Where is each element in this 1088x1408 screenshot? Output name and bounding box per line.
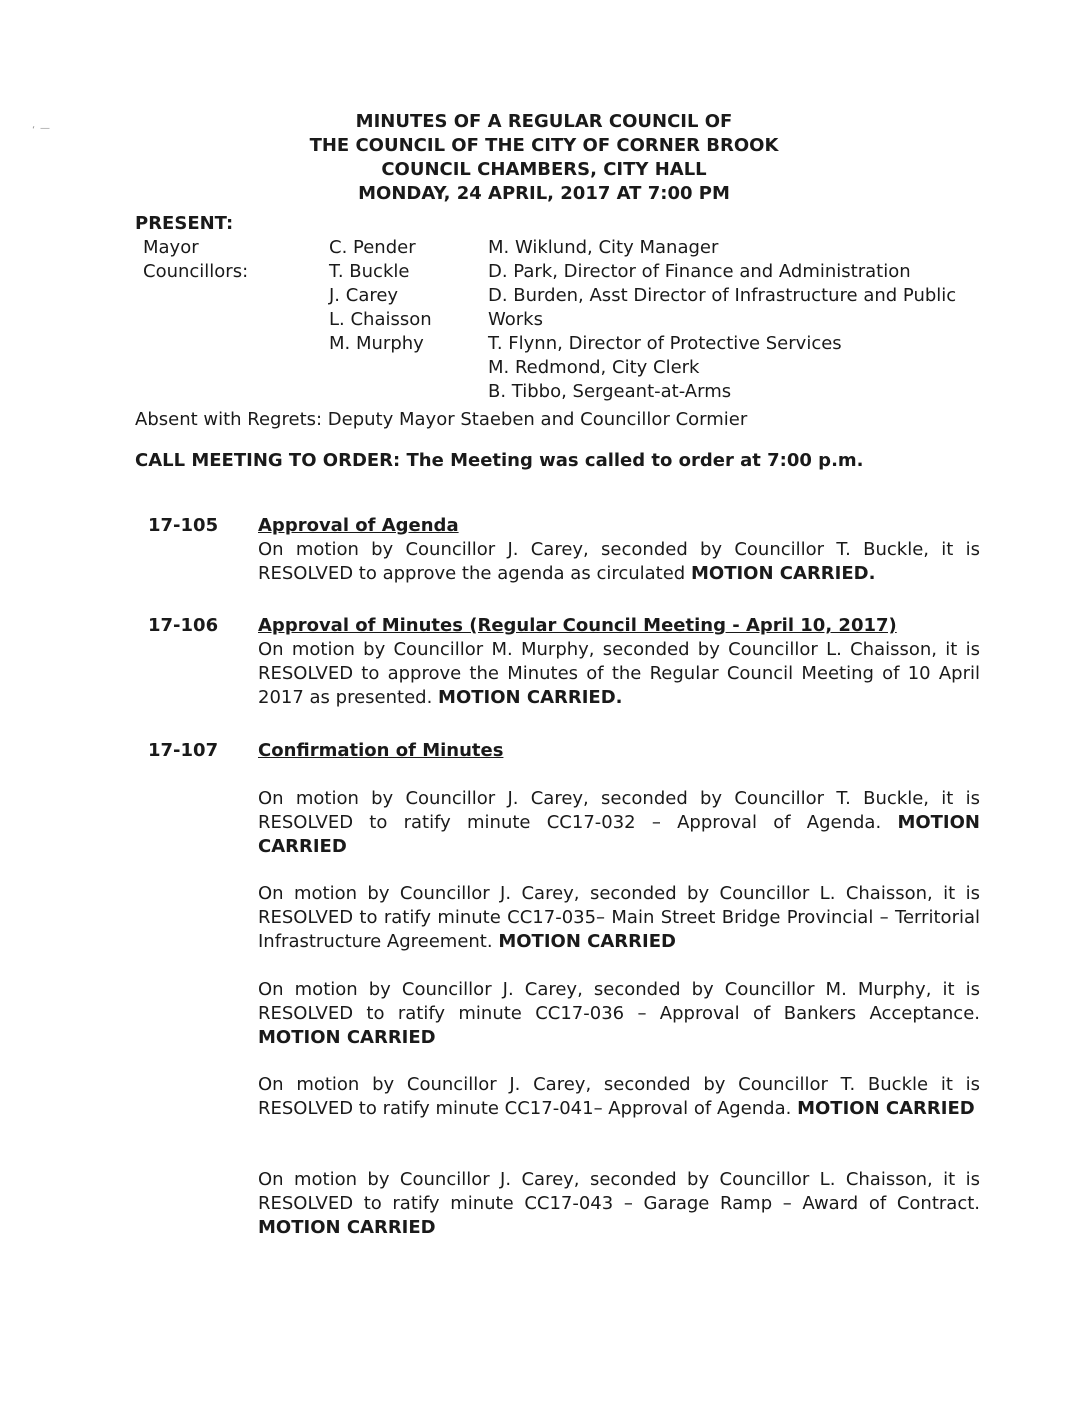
confirmation-motion bbox=[258, 978, 980, 1050]
item-title: Approval of Agenda bbox=[258, 515, 459, 536]
motion-text: On motion by Councillor J. Carey, seconded by Councillor M. Murphy, it is RESOLVED to ratify minute CC17-036 – Approval of Bankers Acceptance. bbox=[258, 979, 980, 1024]
staff-member: D. Burden, Asst Director of Infrastructure and Public Works bbox=[488, 285, 957, 330]
council-member: C. Pender bbox=[329, 237, 416, 258]
staff-member: B. Tibbo, Sergeant-at-Arms bbox=[488, 381, 732, 402]
item-body bbox=[258, 638, 980, 710]
confirmation-motion bbox=[258, 1168, 980, 1240]
staff-column bbox=[488, 236, 968, 404]
scan-mark: ‘ bbox=[32, 125, 36, 136]
title-line: MONDAY, 24 APRIL, 2017 AT 7:00 PM bbox=[358, 183, 730, 204]
item-number: 17-106 bbox=[148, 615, 219, 636]
motion-text: On motion by Councillor J. Carey, seconded by Councillor T. Buckle, it is RESOLVED to ratify minute CC17-032 – Approval of Agenda. bbox=[258, 788, 980, 833]
motion-result: MOTION CARRIED. bbox=[690, 563, 876, 584]
motion-text: On motion by Councillor M. Murphy, seconded by Councillor L. Chaisson, it is RESOLVED to approve the Minutes of the Regular Council Meeting of 10 April 2017 as presented. bbox=[258, 639, 980, 708]
item-number: 17-105 bbox=[148, 515, 219, 536]
scan-mark: — bbox=[40, 123, 50, 134]
motion-result: MOTION CARRIED bbox=[498, 931, 676, 952]
motion-text: On motion by Councillor J. Carey, seconded by Councillor L. Chaisson, it is RESOLVED to ratify minute CC17-035– Main Street Bridge Provincial – Territorial Infrastructure Agreement. bbox=[258, 883, 980, 952]
item-title: Approval of Minutes (Regular Council Meeting - April 10, 2017) bbox=[258, 615, 897, 636]
motion-result: MOTION CARRIED bbox=[797, 1098, 975, 1119]
motion-result: MOTION CARRIED bbox=[258, 1027, 436, 1048]
council-member: T. Buckle bbox=[329, 261, 410, 282]
title-line: THE COUNCIL OF THE CITY OF CORNER BROOK bbox=[309, 135, 779, 156]
present-heading: PRESENT: bbox=[135, 213, 234, 234]
title-line: MINUTES OF A REGULAR COUNCIL OF bbox=[355, 111, 733, 132]
item-title: Confirmation of Minutes bbox=[258, 740, 504, 761]
staff-member: M. Redmond, City Clerk bbox=[488, 357, 700, 378]
confirmation-motion bbox=[258, 882, 980, 954]
council-member: M. Murphy bbox=[329, 333, 424, 354]
motion-result: MOTION CARRIED bbox=[258, 1217, 436, 1238]
council-member: L. Chaisson bbox=[329, 309, 432, 330]
title-line: COUNCIL CHAMBERS, CITY HALL bbox=[381, 159, 707, 180]
staff-member: M. Wiklund, City Manager bbox=[488, 237, 719, 258]
confirmation-motion bbox=[258, 787, 980, 859]
attendees-list bbox=[143, 236, 963, 406]
document-title bbox=[0, 110, 1088, 206]
absent-note: Absent with Regrets: Deputy Mayor Staeben and Councillor Cormier bbox=[135, 409, 748, 430]
staff-member: T. Flynn, Director of Protective Services bbox=[488, 333, 842, 354]
role-label: Mayor bbox=[143, 237, 199, 258]
staff-member: D. Park, Director of Finance and Administration bbox=[488, 261, 911, 282]
item-body bbox=[258, 538, 980, 586]
role-label: Councillors: bbox=[143, 261, 249, 282]
motion-result: MOTION CARRIED bbox=[258, 812, 980, 857]
motion-text: On motion by Councillor J. Carey, seconded by Councillor L. Chaisson, it is RESOLVED to ratify minute CC17-043 – Garage Ramp – Award of Contract. bbox=[258, 1169, 980, 1214]
roles-column bbox=[143, 236, 313, 284]
motion-result: MOTION CARRIED. bbox=[438, 687, 623, 708]
item-number: 17-107 bbox=[148, 740, 219, 761]
council-member: J. Carey bbox=[329, 285, 399, 306]
confirmation-motion bbox=[258, 1073, 980, 1121]
motion-text: On motion by Councillor J. Carey, seconded by Councillor T. Buckle, it is RESOLVED to approve the agenda as circulated bbox=[258, 539, 980, 584]
motion-text: On motion by Councillor J. Carey, seconded by Councillor T. Buckle it is RESOLVED to ratify minute CC17-041– Approval of Agenda. bbox=[258, 1074, 980, 1119]
call-to-order: CALL MEETING TO ORDER: The Meeting was called to order at 7:00 p.m. bbox=[135, 450, 864, 471]
council-names-column bbox=[329, 236, 479, 356]
